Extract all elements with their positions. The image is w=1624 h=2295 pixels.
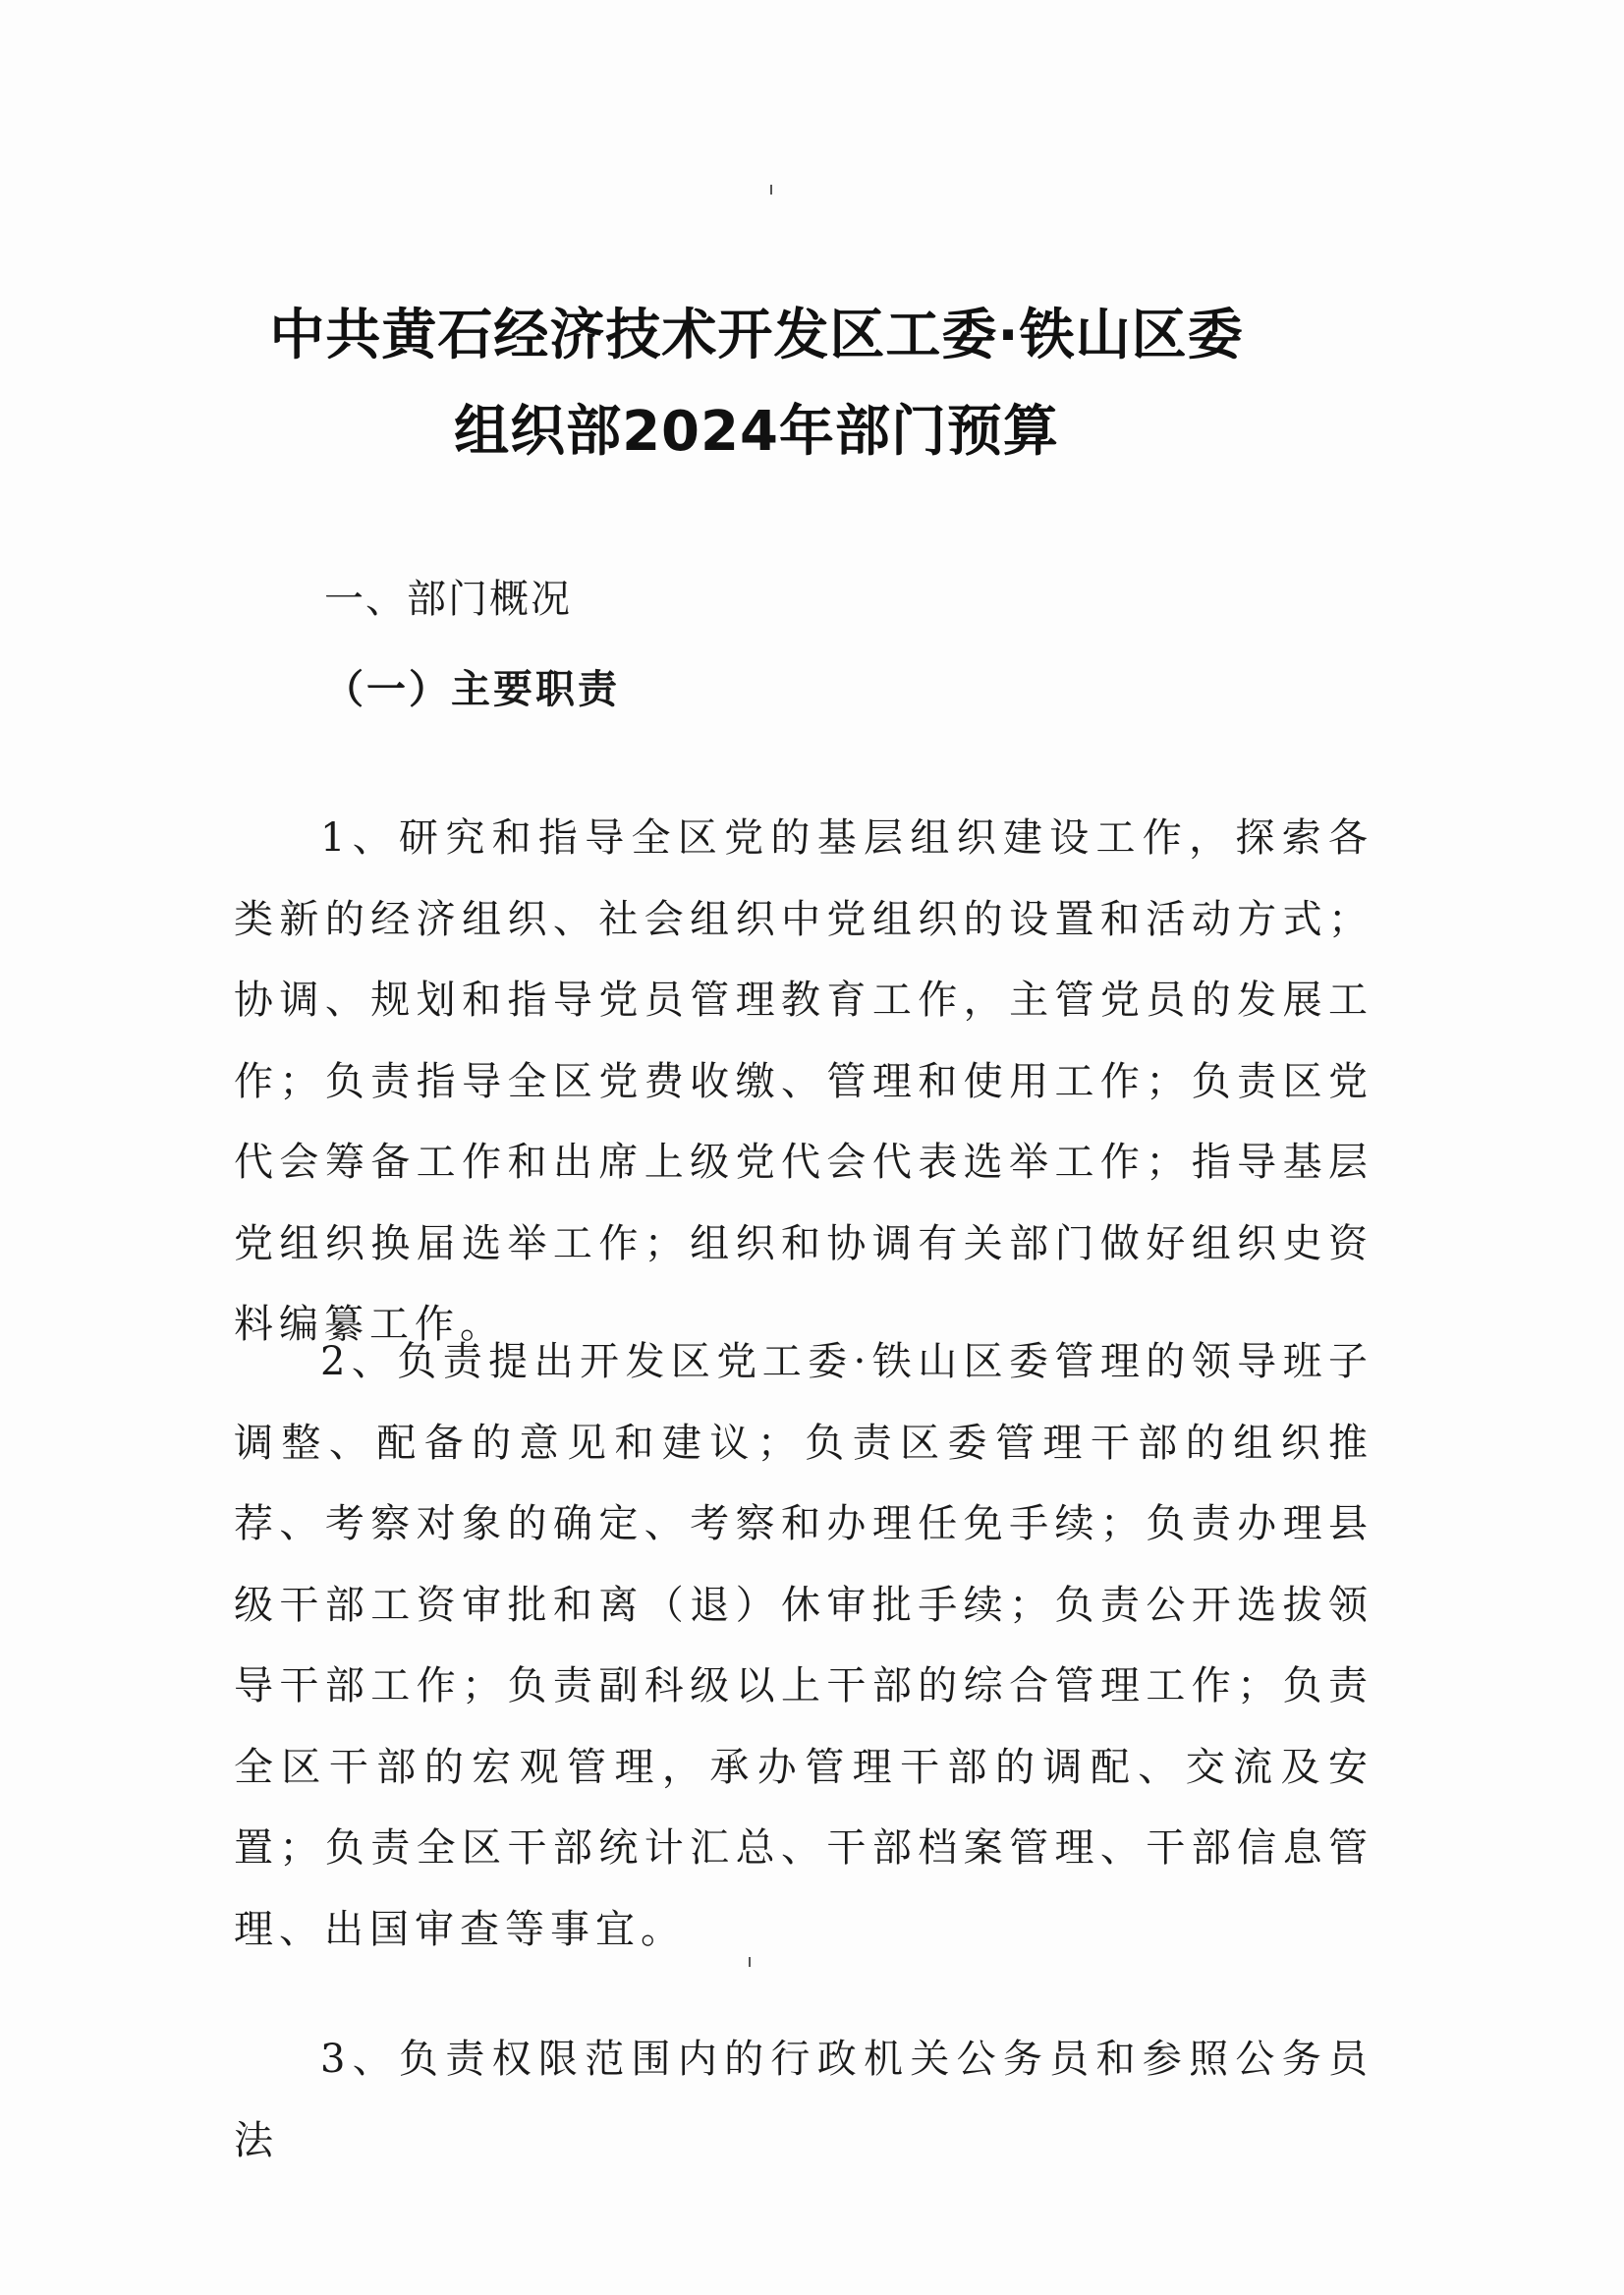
document-title-line2: 组织部2024年部门预算 [454,400,1059,464]
document-title-line1: 中共黄石经济技术开发区工委·铁山区委 [269,304,1244,367]
paragraph-1: 1、研究和指导全区党的基层组织建设工作，探索各类新的经济组织、社会组织中党组织的设置和活动方式；协调、规划和指导党员管理教育工作，主管党员的发展工作；负责指导全区党费收缴、管理和使用工作；负责区党代会筹备工作和出席上级党代会代表选举工作；指导基层党组织换届选举工作；组织和协调有关部门做好组织史资料编纂工作。 [234,815,1373,1347]
section-heading: 一、部门概况 [324,577,572,622]
scan-speck [770,185,772,195]
subsection-heading: （一）主要职责 [324,667,620,712]
paragraph-3: 3、负责权限范围内的行政机关公务员和参照公务员法 [234,2037,1373,2163]
paragraph-2: 2、负责提出开发区党工委·铁山区委管理的领导班子调整、配备的意见和建议；负责区委管理干部的组织推荐、考察对象的确定、考察和办理任免手续；负责办理县级干部工资审批和离（退）休审批手续；负责公开选拔领导干部工作；负责副科级以上干部的综合管理工作；负责全区干部的宏观管理，承办管理干部的调配、交流及安置；负责全区干部统计汇总、干部档案管理、干部信息管理、出国审查等事宜。 [234,1339,1373,1952]
